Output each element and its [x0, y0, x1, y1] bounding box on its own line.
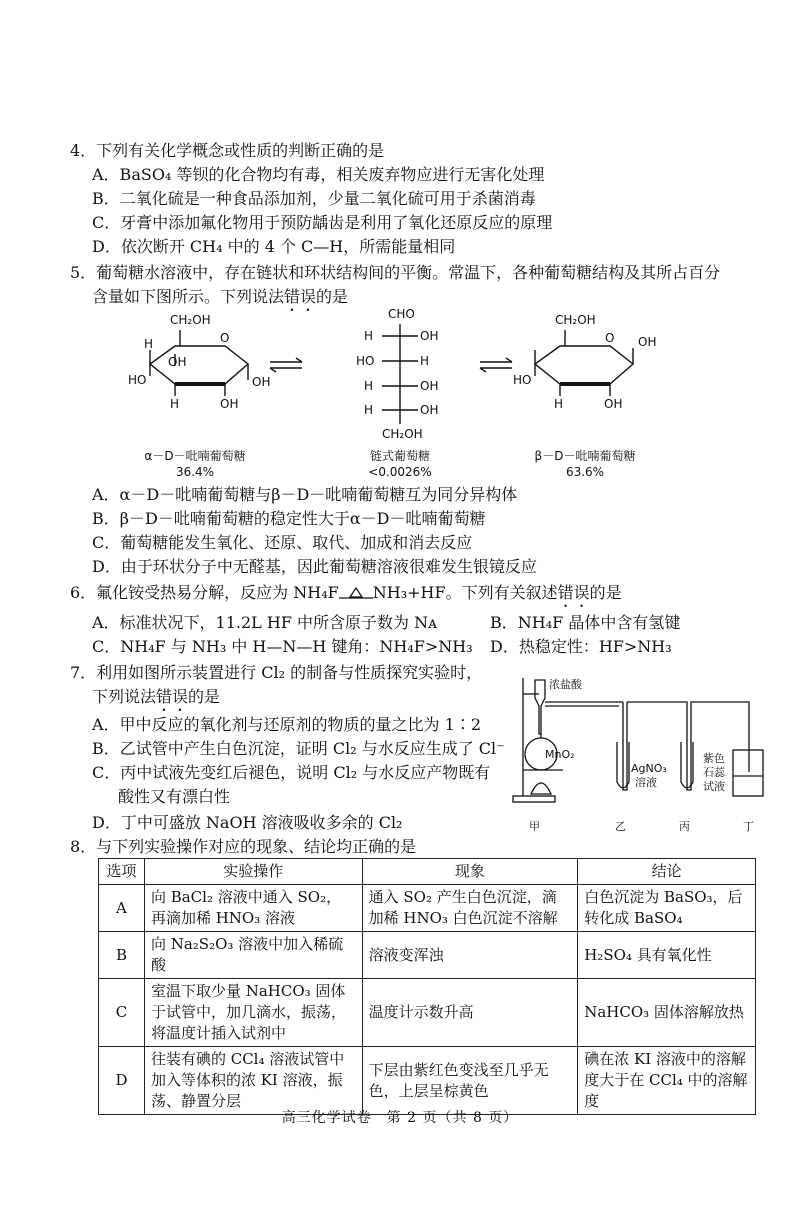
table-row [99, 979, 756, 1047]
svg-text:H: H [364, 329, 374, 343]
svg-text:AgNO₃: AgNO₃ [631, 762, 667, 775]
header-phenomenon: 现象 [362, 859, 578, 885]
svg-text:H: H [554, 397, 564, 411]
svg-text:CH₂OH: CH₂OH [170, 313, 211, 327]
q7-option-a: A．甲中反应的氧化剂与还原剂的物质的量之比为 1∶2 [92, 715, 482, 734]
q5-option-a: A．α－D－吡喃葡萄糖与β－D－吡喃葡萄糖互为同分异构体 [92, 485, 518, 504]
svg-text:OH: OH [168, 355, 187, 369]
svg-text:OH: OH [420, 403, 439, 417]
table-row [99, 885, 756, 932]
q6-option-c: C．NH₄F 与 NH₃ 中 H—N—H 键角：NH₄F>NH₃ [92, 637, 473, 656]
q7-option-b: B．乙试管中产生白色沉淀，证明 Cl₂ 与水反应生成了 Cl⁻ [92, 739, 505, 758]
header-option: 选项 [99, 859, 145, 885]
heat-triangle-arrow-icon [339, 584, 373, 600]
row-option: D [99, 1047, 145, 1115]
q7-option-d: D．丁中可盛放 NaOH 溶液吸收多余的 Cl₂ [92, 813, 403, 832]
svg-text:HO: HO [513, 373, 532, 387]
svg-text:OH: OH [638, 335, 657, 349]
svg-text:CH₂OH: CH₂OH [555, 313, 596, 327]
q8-stem: 8．与下列实验操作对应的现象、结论均正确的是 [70, 837, 417, 856]
table-header-row [99, 859, 756, 885]
svg-text:OH: OH [604, 397, 623, 411]
q4-stem: 4．下列有关化学概念或性质的判断正确的是 [70, 141, 385, 160]
q4-option-c: C．牙膏中添加氟化物用于预防龋齿是利用了氧化还原反应的原理 [92, 213, 553, 232]
svg-text:HO: HO [128, 373, 147, 387]
row-conclusion: 碘在浓 KI 溶液中的溶解度大于在 CCl₄ 中的溶解度 [578, 1047, 756, 1115]
svg-text:链式葡萄糖: 链式葡萄糖 [369, 449, 431, 463]
table-row [99, 932, 756, 979]
row-option: B [99, 932, 145, 979]
svg-text:溶液: 溶液 [635, 776, 657, 789]
q4-option-d: D．依次断开 CH₄ 中的 4 个 C—H，所需能量相同 [92, 237, 456, 256]
svg-text:CHO: CHO [388, 307, 415, 321]
row-phenomenon: 通入 SO₂ 产生白色沉淀，滴加稀 HNO₃ 白色沉淀不溶解 [362, 885, 578, 932]
svg-text:β－D－吡喃葡萄糖: β－D－吡喃葡萄糖 [534, 449, 636, 463]
svg-text:OH: OH [420, 329, 439, 343]
row-conclusion: 白色沉淀为 BaSO₃，后转化成 BaSO₄ [578, 885, 756, 932]
row-conclusion: NaHCO₃ 固体溶解放热 [578, 979, 756, 1047]
svg-text:α－D－吡喃葡萄糖: α－D－吡喃葡萄糖 [144, 449, 246, 463]
q5-stem-line2: 含量如下图所示。下列说法错误的是 [92, 287, 349, 306]
q4-option-a: A．BaSO₄ 等钡的化合物均有毒，相关废弃物应进行无害化处理 [92, 165, 545, 184]
experiment-table [98, 858, 756, 1115]
q5-option-d: D．由于环状分子中无醛基，因此葡萄糖溶液很难发生银镜反应 [92, 557, 537, 576]
svg-text:OH: OH [220, 397, 239, 411]
svg-text:36.4%: 36.4% [175, 465, 215, 479]
q7-stem-line2: 下列说法错误的是 [92, 687, 221, 706]
q7-option-c-line2: 酸性又有漂白性 [118, 787, 231, 806]
page-footer: 高三化学试卷 第 2 页（共 8 页） [281, 1110, 519, 1126]
row-operation: 室温下取少量 NaHCO₃ 固体于试管中，加几滴水，振荡，将温度计插入试剂中 [144, 979, 362, 1047]
row-operation: 向 Na₂S₂O₃ 溶液中加入稀硫酸 [144, 932, 362, 979]
q6-option-d: D．热稳定性：HF>NH₃ [490, 637, 672, 656]
row-phenomenon: 下层由紫红色变浅至几乎无色，上层呈棕黄色 [362, 1047, 578, 1115]
q6-option-a: A．标准状况下，11.2L HF 中所含原子数为 Nᴀ [92, 613, 438, 632]
svg-text:OH: OH [252, 375, 271, 389]
svg-text:<0.0026%: <0.0026% [368, 465, 432, 479]
row-option: C [99, 979, 145, 1047]
svg-text:H: H [364, 379, 374, 393]
svg-text:63.6%: 63.6% [565, 465, 605, 479]
svg-text:紫色: 紫色 [703, 752, 725, 765]
row-option: A [99, 885, 145, 932]
q5-option-c: C．葡萄糖能发生氧化、还原、取代、加成和消去反应 [92, 533, 473, 552]
row-conclusion: H₂SO₄ 具有氧化性 [578, 932, 756, 979]
table-row [99, 1047, 756, 1115]
svg-text:H: H [144, 337, 154, 351]
svg-text:H: H [170, 397, 180, 411]
q6-option-b: B．NH₄F 晶体中含有氢键 [490, 613, 681, 632]
header-conclusion: 结论 [578, 859, 756, 885]
q7-option-c-line1: C．丙中试液先变红后褪色，说明 Cl₂ 与水反应产物既有 [92, 763, 491, 782]
svg-text:O: O [605, 331, 615, 345]
header-operation: 实验操作 [144, 859, 362, 885]
q7-stem-line1: 7．利用如图所示装置进行 Cl₂ 的制备与性质探究实验时， [70, 663, 483, 682]
svg-text:O: O [220, 331, 230, 345]
svg-text:浓盐酸: 浓盐酸 [549, 678, 582, 691]
svg-text:H: H [420, 354, 430, 368]
q4-option-b: B．二氧化硫是一种食品添加剂，少量二氧化硫可用于杀菌消毒 [92, 189, 536, 208]
chlorine-apparatus-figure [505, 672, 765, 838]
row-operation: 向 BaCl₂ 溶液中通入 SO₂，再滴加稀 HNO₃ 溶液 [144, 885, 362, 932]
row-operation: 往装有碘的 CCl₄ 溶液试管中加入等体积的浓 KI 溶液，振荡、静置分层 [144, 1047, 362, 1115]
row-phenomenon: 溶液变浑浊 [362, 932, 578, 979]
svg-text:CH₂OH: CH₂OH [382, 427, 423, 441]
svg-text:OH: OH [420, 379, 439, 393]
svg-text:H: H [364, 403, 374, 417]
row-phenomenon: 温度计示数升高 [362, 979, 578, 1047]
q6-stem: 6．氟化铵受热易分解，反应为 NH₄F NH₃+HF。下列有关叙述错误的是 [70, 583, 622, 602]
q5-stem-line1: 5．葡萄糖水溶液中，存在链状和环状结构间的平衡。常温下，各种葡萄糖结构及其所占百分 [70, 263, 721, 282]
svg-text:HO: HO [356, 354, 375, 368]
svg-text:乙: 乙 [615, 820, 626, 833]
svg-text:丙: 丙 [679, 820, 690, 833]
svg-text:丁: 丁 [743, 820, 754, 833]
svg-text:试液: 试液 [703, 780, 725, 793]
svg-text:石蕊: 石蕊 [703, 766, 725, 779]
q5-option-b: B．β－D－吡喃葡萄糖的稳定性大于α－D－吡喃葡萄糖 [92, 509, 486, 528]
glucose-structures-figure [120, 306, 660, 482]
svg-text:MnO₂: MnO₂ [545, 748, 575, 761]
svg-text:甲: 甲 [529, 820, 540, 833]
